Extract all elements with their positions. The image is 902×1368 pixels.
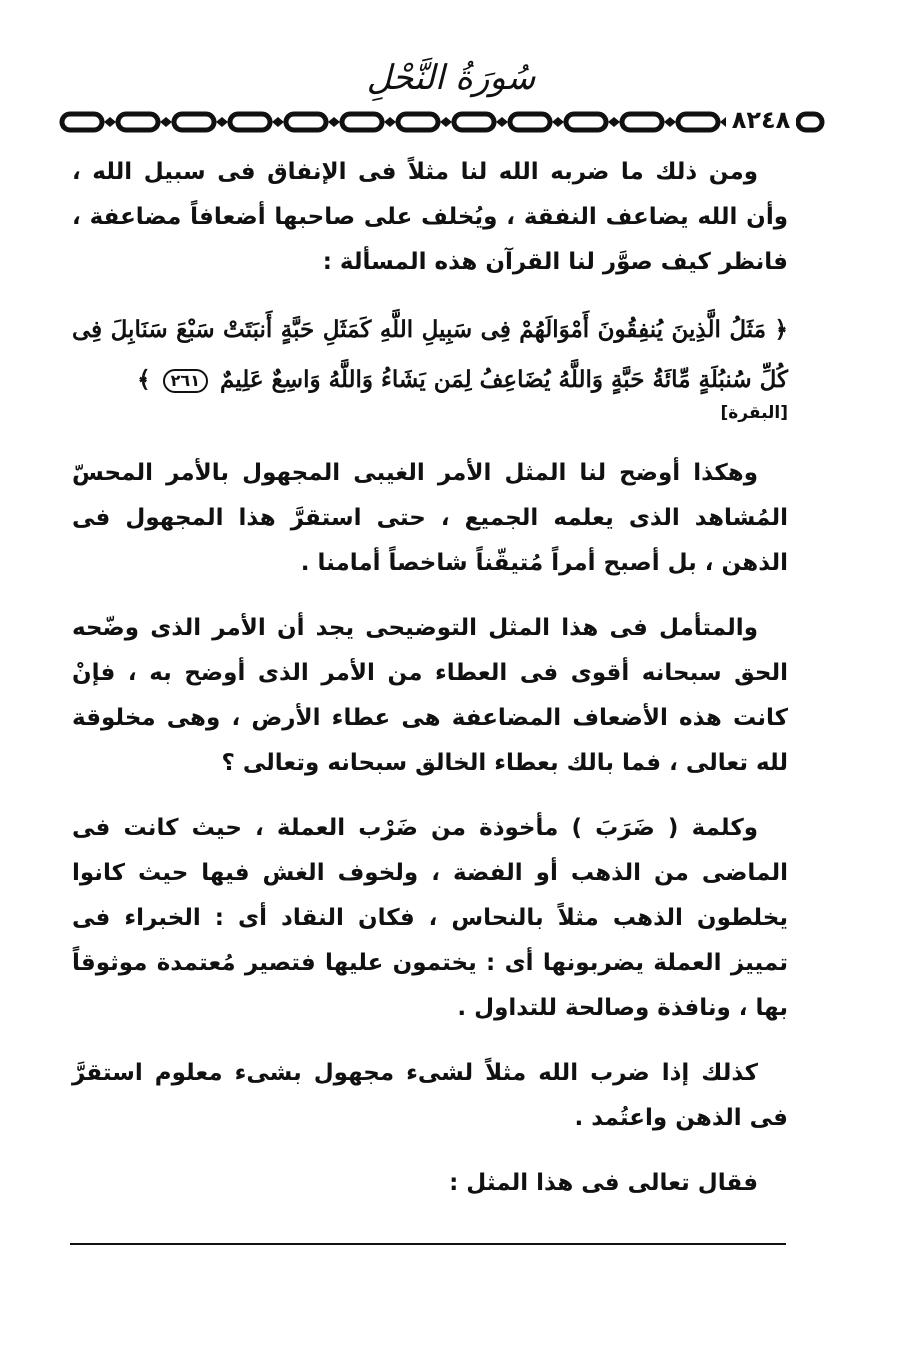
paragraph-text: والمتأمل فى هذا المثل التوضيحى يجد أن الأمر الذى وضّحه الحق سبحانه أقوى فى العطاء من الأمر الذى أوضح به ، فإنْ كانت هذه الأضعاف المضاعفة هى عطاء الأرض ، وهى مخلوقة لله تعالى ، فما بالك بعطاء الخالق سبحانه وتعالى ؟ [72,615,788,776]
decorative-border [58,104,828,140]
paragraph-text: كذلك إذا ضرب الله مثلاً لشىء مجهول بشىء معلوم استقرَّ فى الذهن واعتُمد . [72,1060,788,1131]
paragraph-5 [72,1051,788,1141]
page-body [72,150,788,1226]
footer-divider [70,1243,786,1245]
ayah-number: ٢٦١ [163,369,208,393]
verse-reference: [البقرة] [720,403,788,423]
chain-ornament-icon [58,104,828,140]
paragraph-text: ومن ذلك ما ضربه الله لنا مثلاً فى الإنفاق فى سبيل الله ، وأن الله يضاعف النفقة ، ويُخلف على صاحبها أضعافاً مضاعفة ، فانظر كيف صوَّر لنا القرآن هذه المسألة : [72,159,788,275]
verse-text: ﴿ مَثَلُ الَّذِينَ يُنفِقُونَ أَمْوَالَهُمْ فِى سَبِيلِ اللَّهِ كَمَثَلِ حَبَّةٍ أَنبَتَتْ سَبْعَ سَنَابِلَ فِى كُلِّ سُنبُلَةٍ مِّائَةُ حَبَّةٍ وَاللَّهُ يُضَاعِفُ لِمَن يَشَاءُ وَاللَّهُ وَاسِعٌ عَلِيمٌ [72,316,788,393]
paragraph-text: فقال تعالى فى هذا المثل : [449,1170,758,1196]
paragraph-4 [72,806,788,1031]
paragraph-text: وهكذا أوضح لنا المثل الأمر الغيبى المجهول بالأمر المحسّ المُشاهد الذى يعلمه الجميع ، حتى استقرَّ هذا المجهول فى الذهن ، بل أصبح أمراً مُتيقّناً شاخصاً أمامنا . [72,460,788,576]
page-number: ٨٢٤٨ [726,106,796,134]
paragraph-3 [72,606,788,786]
paragraph-1 [72,150,788,285]
verse-close-bracket: ﴾ [137,366,151,393]
quran-verse [72,305,788,405]
paragraph-6 [72,1161,788,1206]
paragraph-text: وكلمة ( ضَرَبَ ) مأخوذة من ضَرْب العملة ، حيث كانت فى الماضى من الذهب أو الفضة ، ولخوف الغش فيها حيث كانوا يخلطون الذهب مثلاً بالنحاس ، فكان النقاد أى : الخبراء فى تمييز العملة يضربونها أى : يختمون عليها فتصير مُعتمدة موثوقاً بها ، ونافذة وصالحة للتداول . [72,815,788,1021]
paragraph-2 [72,451,788,586]
surah-title: سُورَةُ النَّحْلِ [366,58,536,98]
